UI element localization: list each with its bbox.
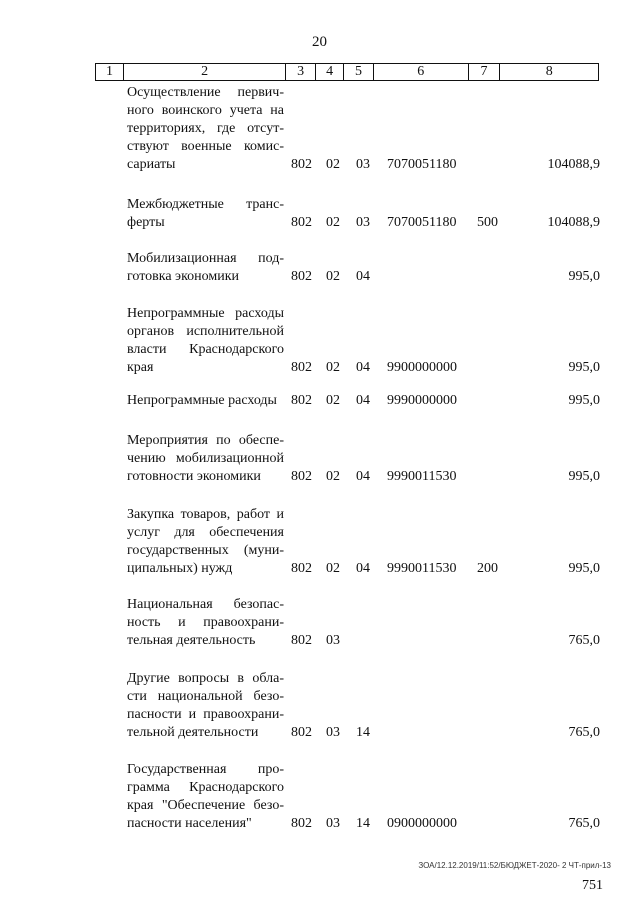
row-name [127,670,284,742]
row-name-line: Мобилизационная под- [127,251,284,266]
row-cell-c7: 500 [477,215,498,230]
row-cell-c8: 765,0 [568,816,600,831]
row-cell-c3: 802 [291,469,312,484]
row-cell-c3: 802 [291,269,312,284]
row-cell-c3: 802 [291,561,312,576]
row-cell-c3: 802 [291,157,312,172]
row-cell-c8: 995,0 [568,269,600,284]
header-col-6: 6 [374,64,469,80]
row-cell-c3: 802 [291,816,312,831]
row-name-line: сариаты [127,157,176,172]
row-name-line: услуг для обеспечения [127,525,284,540]
row-name-line: пасности и правоохрани- [127,707,284,722]
header-col-1: 1 [96,64,124,80]
row-name-line: сти национальной безо- [127,689,284,704]
row-name-line: Национальная безопас- [127,597,284,612]
row-name-line: Непрограммные расходы [127,306,284,321]
row-name-line: Межбюджетные транс- [127,197,284,212]
row-name [127,250,284,286]
row-name-line: территориях, где отсут- [127,121,284,136]
row-name-line: Другие вопросы в обла- [127,671,284,686]
row-name-line: Мероприятия по обеспе- [127,433,284,448]
row-name-line: тельной деятельности [127,725,259,740]
row-cell-c4: 03 [326,633,340,648]
row-name-line: тельная деятельность [127,633,256,648]
sheet-number: 751 [582,878,603,893]
row-cell-c6: 7070051180 [387,157,457,172]
row-name-line: ного воинского учета на [127,103,284,118]
row-name-line: Непрограммные расходы [127,393,277,408]
header-col-5: 5 [344,64,374,80]
row-cell-c5: 04 [356,393,370,408]
page-number: 20 [312,34,327,50]
row-cell-c4: 02 [326,393,340,408]
row-cell-c7: 200 [477,561,498,576]
row-cell-c5: 03 [356,157,370,172]
row-name-line: Закупка товаров, работ и [127,507,284,522]
row-name [127,432,284,486]
row-cell-c8: 765,0 [568,725,600,740]
row-name-line: края [127,360,154,375]
row-cell-c3: 802 [291,633,312,648]
row-cell-c5: 04 [356,469,370,484]
row-cell-c4: 02 [326,157,340,172]
row-name-line: чению мобилизационной [127,451,284,466]
row-cell-c6: 9900000000 [387,360,457,375]
row-name-line: грамма Краснодарского [127,780,284,795]
row-cell-c6: 0900000000 [387,816,457,831]
row-cell-c8: 765,0 [568,633,600,648]
row-cell-c3: 802 [291,360,312,375]
row-cell-c3: 802 [291,393,312,408]
header-col-7: 7 [469,64,501,80]
row-name [127,392,284,410]
row-name-line: ципальных) нужд [127,561,233,576]
row-cell-c5: 14 [356,725,370,740]
row-cell-c6: 9990011530 [387,469,457,484]
row-name-line: Осуществление первич- [127,85,284,100]
row-cell-c5: 04 [356,360,370,375]
row-name [127,761,284,833]
row-cell-c4: 02 [326,469,340,484]
row-cell-c4: 02 [326,215,340,230]
row-cell-c6: 7070051180 [387,215,457,230]
row-name [127,596,284,650]
row-cell-c8: 995,0 [568,561,600,576]
row-cell-c6: 9990000000 [387,393,457,408]
header-col-3: 3 [286,64,316,80]
row-cell-c5: 04 [356,561,370,576]
row-cell-c4: 02 [326,561,340,576]
footer-stamp: ЗОА/12.12.2019/11:52/БЮДЖЕТ-2020- 2 ЧТ-прил-13 [418,861,611,870]
row-name-line: власти Краснодарского [127,342,284,357]
row-name [127,84,284,174]
row-cell-c8: 104088,9 [547,157,600,172]
table-header-row [95,63,599,81]
header-col-4: 4 [316,64,344,80]
header-col-8: 8 [545,64,553,79]
row-cell-c3: 802 [291,725,312,740]
row-name-line: ферты [127,215,165,230]
row-name-line: ствуют военные комис- [127,139,284,154]
row-cell-c6: 9990011530 [387,561,457,576]
row-cell-c8: 995,0 [568,469,600,484]
header-col-2: 2 [124,64,286,80]
row-name [127,196,284,232]
row-cell-c5: 03 [356,215,370,230]
row-name-line: органов исполнительной [127,324,284,339]
row-name-line: ность и правоохрани- [127,615,284,630]
row-name-line: края "Обеспечение безо- [127,798,284,813]
row-cell-c5: 04 [356,269,370,284]
row-cell-c8: 995,0 [568,360,600,375]
row-name [127,506,284,578]
row-name-line: государственных (муни- [127,543,284,558]
row-name [127,305,284,377]
row-cell-c8: 995,0 [568,393,600,408]
row-name-line: готовности экономики [127,469,261,484]
row-cell-c5: 14 [356,816,370,831]
row-name-line: готовка экономики [127,269,240,284]
row-name-line: пасности населения" [127,816,252,831]
row-cell-c4: 03 [326,725,340,740]
row-name-line: Государственная про- [127,762,284,777]
row-cell-c4: 02 [326,360,340,375]
row-cell-c4: 02 [326,269,340,284]
row-cell-c3: 802 [291,215,312,230]
row-cell-c8: 104088,9 [547,215,600,230]
row-cell-c4: 03 [326,816,340,831]
